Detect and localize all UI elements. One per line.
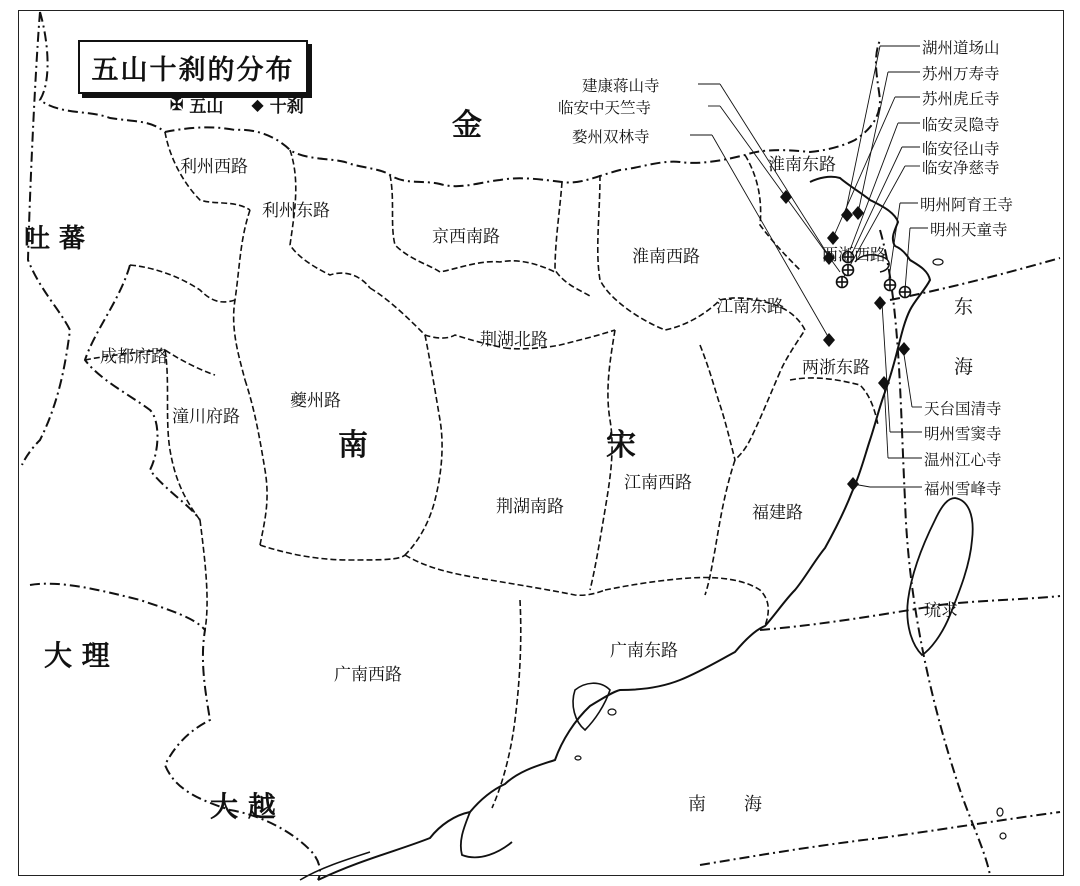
temple-huzhou-daochang: 湖州道场山 (922, 39, 1000, 57)
state-song: 宋 (606, 428, 636, 463)
temple-jiankang-jiangshan: 建康蒋山寺 (582, 77, 660, 95)
temple-fuzhou-xuefeng: 福州雪峰寺 (924, 480, 1002, 498)
route-kuizhou: 夔州路 (290, 391, 341, 411)
liuqiu-label: 琉求 (924, 601, 958, 621)
state-nan: 南 (338, 428, 368, 463)
temple-suzhou-wanshou: 苏州万寿寺 (922, 65, 1000, 83)
state-jin: 金 (452, 108, 482, 143)
legend (170, 92, 304, 117)
route-lizhou-west: 利州西路 (180, 157, 248, 177)
route-tongchuan-fu: 潼川府路 (172, 407, 240, 427)
temple-linan-lingyin: 临安灵隐寺 (922, 116, 1000, 134)
state-dali: 大 理 (44, 639, 110, 672)
temple-linan-jingci: 临安净慈寺 (922, 159, 1000, 177)
wushan-legend-label: 五山 (189, 97, 224, 117)
shicha-legend-label: 十刹 (269, 97, 304, 117)
route-jingxi-south: 京西南路 (432, 227, 500, 247)
temple-linan-zhongtianzhu: 临安中天竺寺 (558, 99, 652, 117)
temple-wenzhou-jiangxin: 温州江心寺 (924, 451, 1002, 469)
route-huainan-east: 淮南东路 (768, 155, 836, 175)
temple-mingzhou-ayuwang: 明州阿育王寺 (920, 196, 1014, 214)
temple-wuzhou-shuanglin: 婺州双林寺 (572, 128, 650, 146)
map-frame (18, 10, 1064, 876)
route-guangnan-east: 广南东路 (610, 641, 678, 661)
wushan-legend-icon: ✠ (170, 95, 184, 114)
sea-east-1: 东 (954, 296, 974, 318)
sea-east-2: 海 (954, 356, 974, 378)
route-guangnan-west: 广南西路 (334, 665, 402, 685)
route-jiangnan-east: 江南东路 (716, 297, 784, 317)
route-jinghu-north: 荆湖北路 (480, 330, 548, 350)
temple-mingzhou-tiantong: 明州天童寺 (930, 221, 1008, 239)
sea-south-1: 南 (688, 794, 706, 815)
route-lizhou-east: 利州东路 (262, 201, 330, 221)
route-liangzhe-east: 两浙东路 (802, 358, 870, 378)
route-fujian: 福建路 (752, 503, 803, 523)
state-tubo: 吐 蕃 (24, 224, 86, 254)
sea-south-2: 海 (744, 794, 762, 815)
shicha-legend-icon: ◆ (251, 95, 264, 114)
route-chengdu-fu: 成都府路 (100, 347, 168, 367)
route-liangzhe-west: 两浙西路 (822, 245, 887, 264)
temple-tiantai-guoqing: 天台国清寺 (924, 400, 1002, 418)
route-jinghu-south: 荆湖南路 (496, 497, 564, 517)
route-jiangnan-west: 江南西路 (624, 473, 692, 493)
temple-linan-jingshan: 临安径山寺 (922, 140, 1000, 158)
state-dayue: 大 越 (210, 790, 276, 823)
temple-mingzhou-xuedou: 明州雪窦寺 (924, 425, 1002, 443)
map-title: 五山十刹的分布 (78, 40, 308, 94)
temple-suzhou-huqiu: 苏州虎丘寺 (922, 90, 1000, 108)
route-huainan-west: 淮南西路 (632, 247, 700, 267)
